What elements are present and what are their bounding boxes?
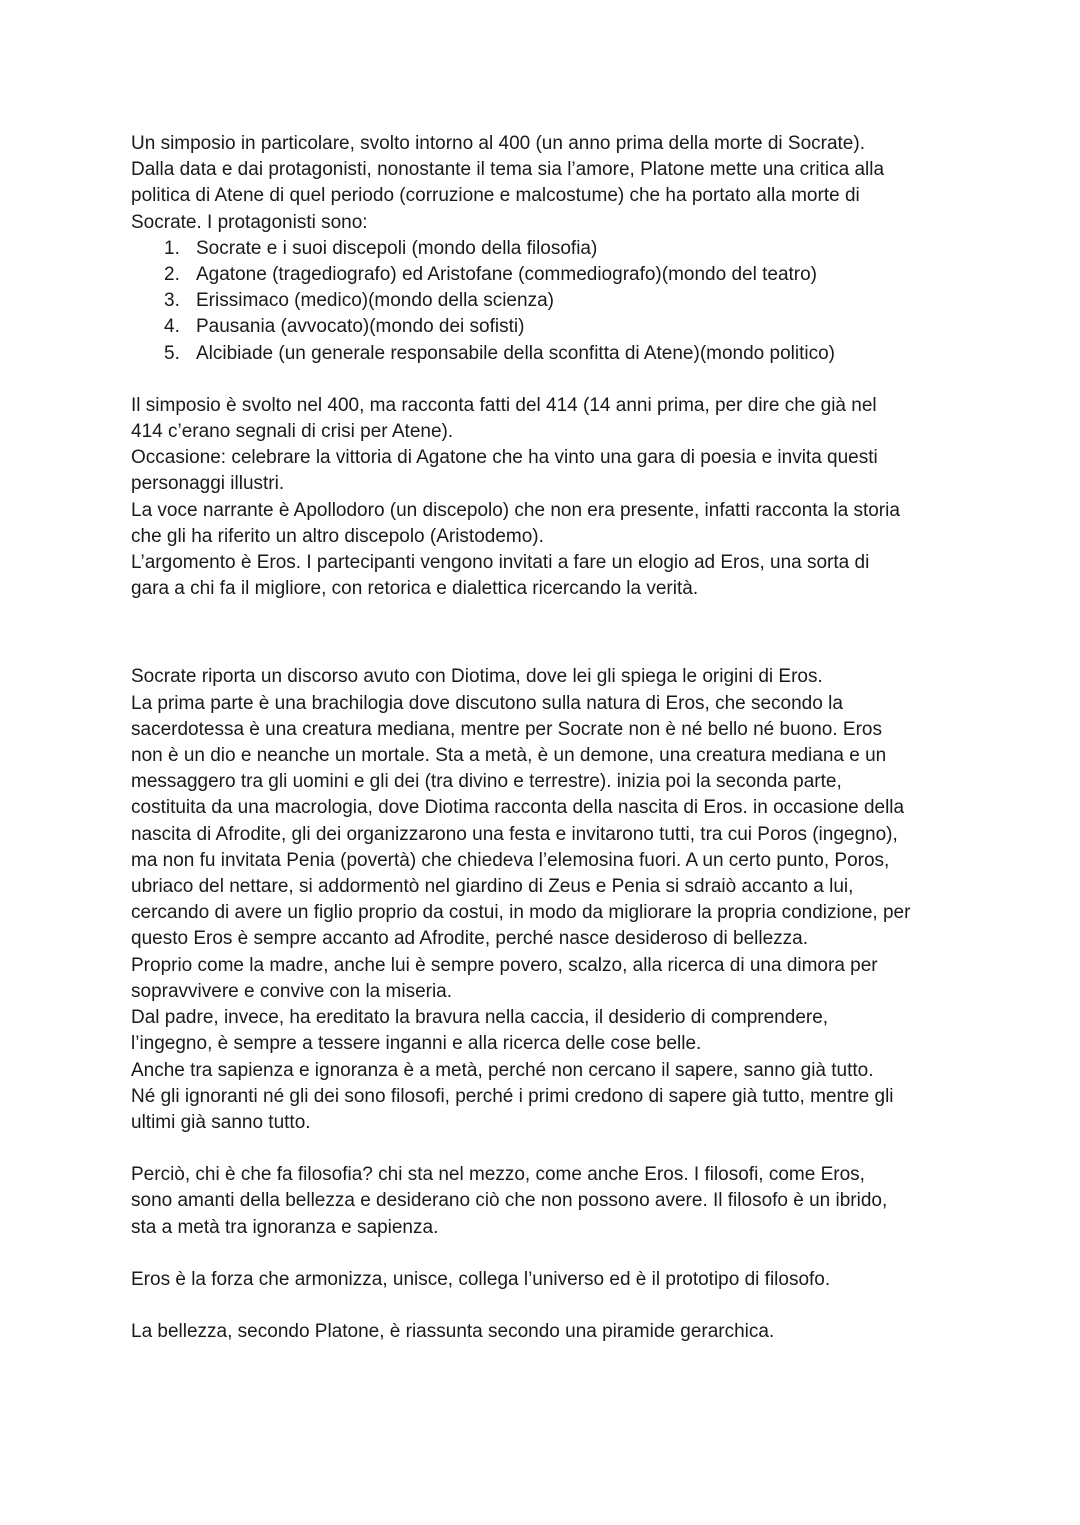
text-line: sta a metà tra ignoranza e sapienza.: [131, 1216, 439, 1238]
paragraph-spacer: [131, 1136, 971, 1162]
text-line: Perciò, chi è che fa filosofia? chi sta nel mezzo, come anche Eros. I filosofi, come Eros,: [131, 1164, 865, 1186]
text-line: Socrate riporta un discorso avuto con Diotima, dove lei gli spiega le origini di Eros.: [131, 666, 823, 688]
list-item-text: Socrate e i suoi discepoli (mondo della filosofia): [196, 237, 598, 259]
text-line: ubriaco del nettare, si addormentò nel giardino di Zeus e Penia si sdraiò accanto a lui,: [131, 876, 854, 898]
paragraph-intro: [131, 131, 971, 236]
text-line: politica di Atene di quel periodo (corruzione e malcostume) che ha portato alla morte di: [131, 185, 860, 207]
list-item-text: Agatone (tragediografo) ed Aristofane (commediografo)(mondo del teatro): [196, 264, 818, 286]
text-line: Eros è la forza che armonizza, unisce, collega l’universo ed è il prototipo di filosofo.: [131, 1268, 831, 1290]
text-line: costituita da una macrologia, dove Diotima racconta della nascita di Eros. in occasione della: [131, 797, 905, 819]
paragraph-occasion: [131, 393, 971, 603]
text-line: Dalla data e dai protagonisti, nonostante il tema sia l’amore, Platone mette una critica alla: [131, 159, 885, 181]
text-line: ultimi già sanno tutto.: [131, 1111, 311, 1133]
paragraph-eros-force: [131, 1267, 971, 1293]
paragraph-spacer: [131, 1293, 971, 1319]
text-line: La prima parte è una brachilogia dove discutono sulla natura di Eros, che secondo la: [131, 692, 843, 714]
document-body: [131, 131, 971, 1345]
text-line: Un simposio in particolare, svolto intorno al 400 (un anno prima della morte di Socrate).: [131, 133, 865, 154]
text-line: non è un dio e neanche un mortale. Sta a metà, è un demone, una creatura mediana e un: [131, 745, 887, 767]
list-item: [131, 262, 971, 288]
text-line: Proprio come la madre, anche lui è sempre povero, scalzo, alla ricerca di una dimora per: [131, 954, 878, 976]
list-item-text: Alcibiade (un generale responsabile della sconfitta di Atene)(mondo politico): [196, 342, 835, 364]
protagonists-list: [131, 236, 971, 367]
list-number: 4.: [164, 316, 180, 338]
paragraph-philosopher: [131, 1162, 971, 1241]
list-item: [131, 314, 971, 340]
text-line: L’argomento è Eros. I partecipanti vengono invitati a fare un elogio ad Eros, una sorta di: [131, 552, 870, 574]
paragraph-spacer: [131, 1241, 971, 1267]
text-line: gara a chi fa il migliore, con retorica e dialettica ricercando la verità.: [131, 578, 699, 600]
text-line: Dal padre, invece, ha ereditato la bravura nella caccia, il desiderio di comprendere,: [131, 1007, 829, 1029]
text-line: Socrate. I protagonisti sono:: [131, 211, 368, 233]
text-line: cercando di avere un figlio proprio da costui, in modo da migliorare la propria condizione, per: [131, 902, 911, 924]
text-line: sacerdotessa è una creatura mediana, mentre per Socrate non è né bello né buono. Eros: [131, 718, 882, 740]
text-line: ma non fu invitata Penia (povertà) che chiedeva l’elemosina fuori. A un certo punto, Poros,: [131, 849, 890, 871]
list-item: [131, 341, 971, 367]
text-line: Il simposio è svolto nel 400, ma racconta fatti del 414 (14 anni prima, per dire che già nel: [131, 394, 877, 416]
text-line: 414 c’erano segnali di crisi per Atene).: [131, 421, 454, 443]
list-item-text: Erissimaco (medico)(mondo della scienza): [196, 290, 554, 312]
text-line: La voce narrante è Apollodoro (un discepolo) che non era presente, infatti racconta la storia: [131, 499, 900, 521]
text-line: Né gli ignoranti né gli dei sono filosofi, perché i primi credono di sapere già tutto, mentre gli: [131, 1085, 894, 1107]
text-line: questo Eros è sempre accanto ad Afrodite, perché nasce desideroso di bellezza.: [131, 928, 809, 950]
text-line: che gli ha riferito un altro discepolo (Aristodemo).: [131, 525, 544, 547]
paragraph-diotima: [131, 664, 971, 1136]
text-line: Anche tra sapienza e ignoranza è a metà, perché non cercano il sapere, sanno già tutto.: [131, 1059, 874, 1081]
paragraph-beauty: [131, 1319, 971, 1345]
text-line: nascita di Afrodite, gli dei organizzarono una festa e invitarono tutti, tra cui Poros (ingegno),: [131, 823, 898, 845]
paragraph-spacer: [131, 367, 971, 393]
paragraph-spacer: [131, 602, 971, 664]
list-item: [131, 236, 971, 262]
list-number: 1.: [164, 237, 180, 259]
text-line: l’ingegno, è sempre a tessere inganni e alla ricerca delle cose belle.: [131, 1033, 702, 1055]
list-number: 5.: [164, 342, 180, 364]
list-item: [131, 288, 971, 314]
list-number: 2.: [164, 264, 180, 286]
list-number: 3.: [164, 290, 180, 312]
text-line: La bellezza, secondo Platone, è riassunta secondo una piramide gerarchica.: [131, 1320, 775, 1342]
list-item-text: Pausania (avvocato)(mondo dei sofisti): [196, 316, 525, 338]
text-line: Occasione: celebrare la vittoria di Agatone che ha vinto una gara di poesia e invita questi: [131, 447, 878, 469]
text-line: sono amanti della bellezza e desiderano ciò che non possono avere. Il filosofo è un ibrido,: [131, 1190, 888, 1212]
text-line: messaggero tra gli uomini e gli dei (tra divino e terrestre). inizia poi la seconda parte,: [131, 771, 842, 793]
text-line: personaggi illustri.: [131, 473, 285, 495]
text-line: sopravvivere e convive con la miseria.: [131, 980, 453, 1002]
